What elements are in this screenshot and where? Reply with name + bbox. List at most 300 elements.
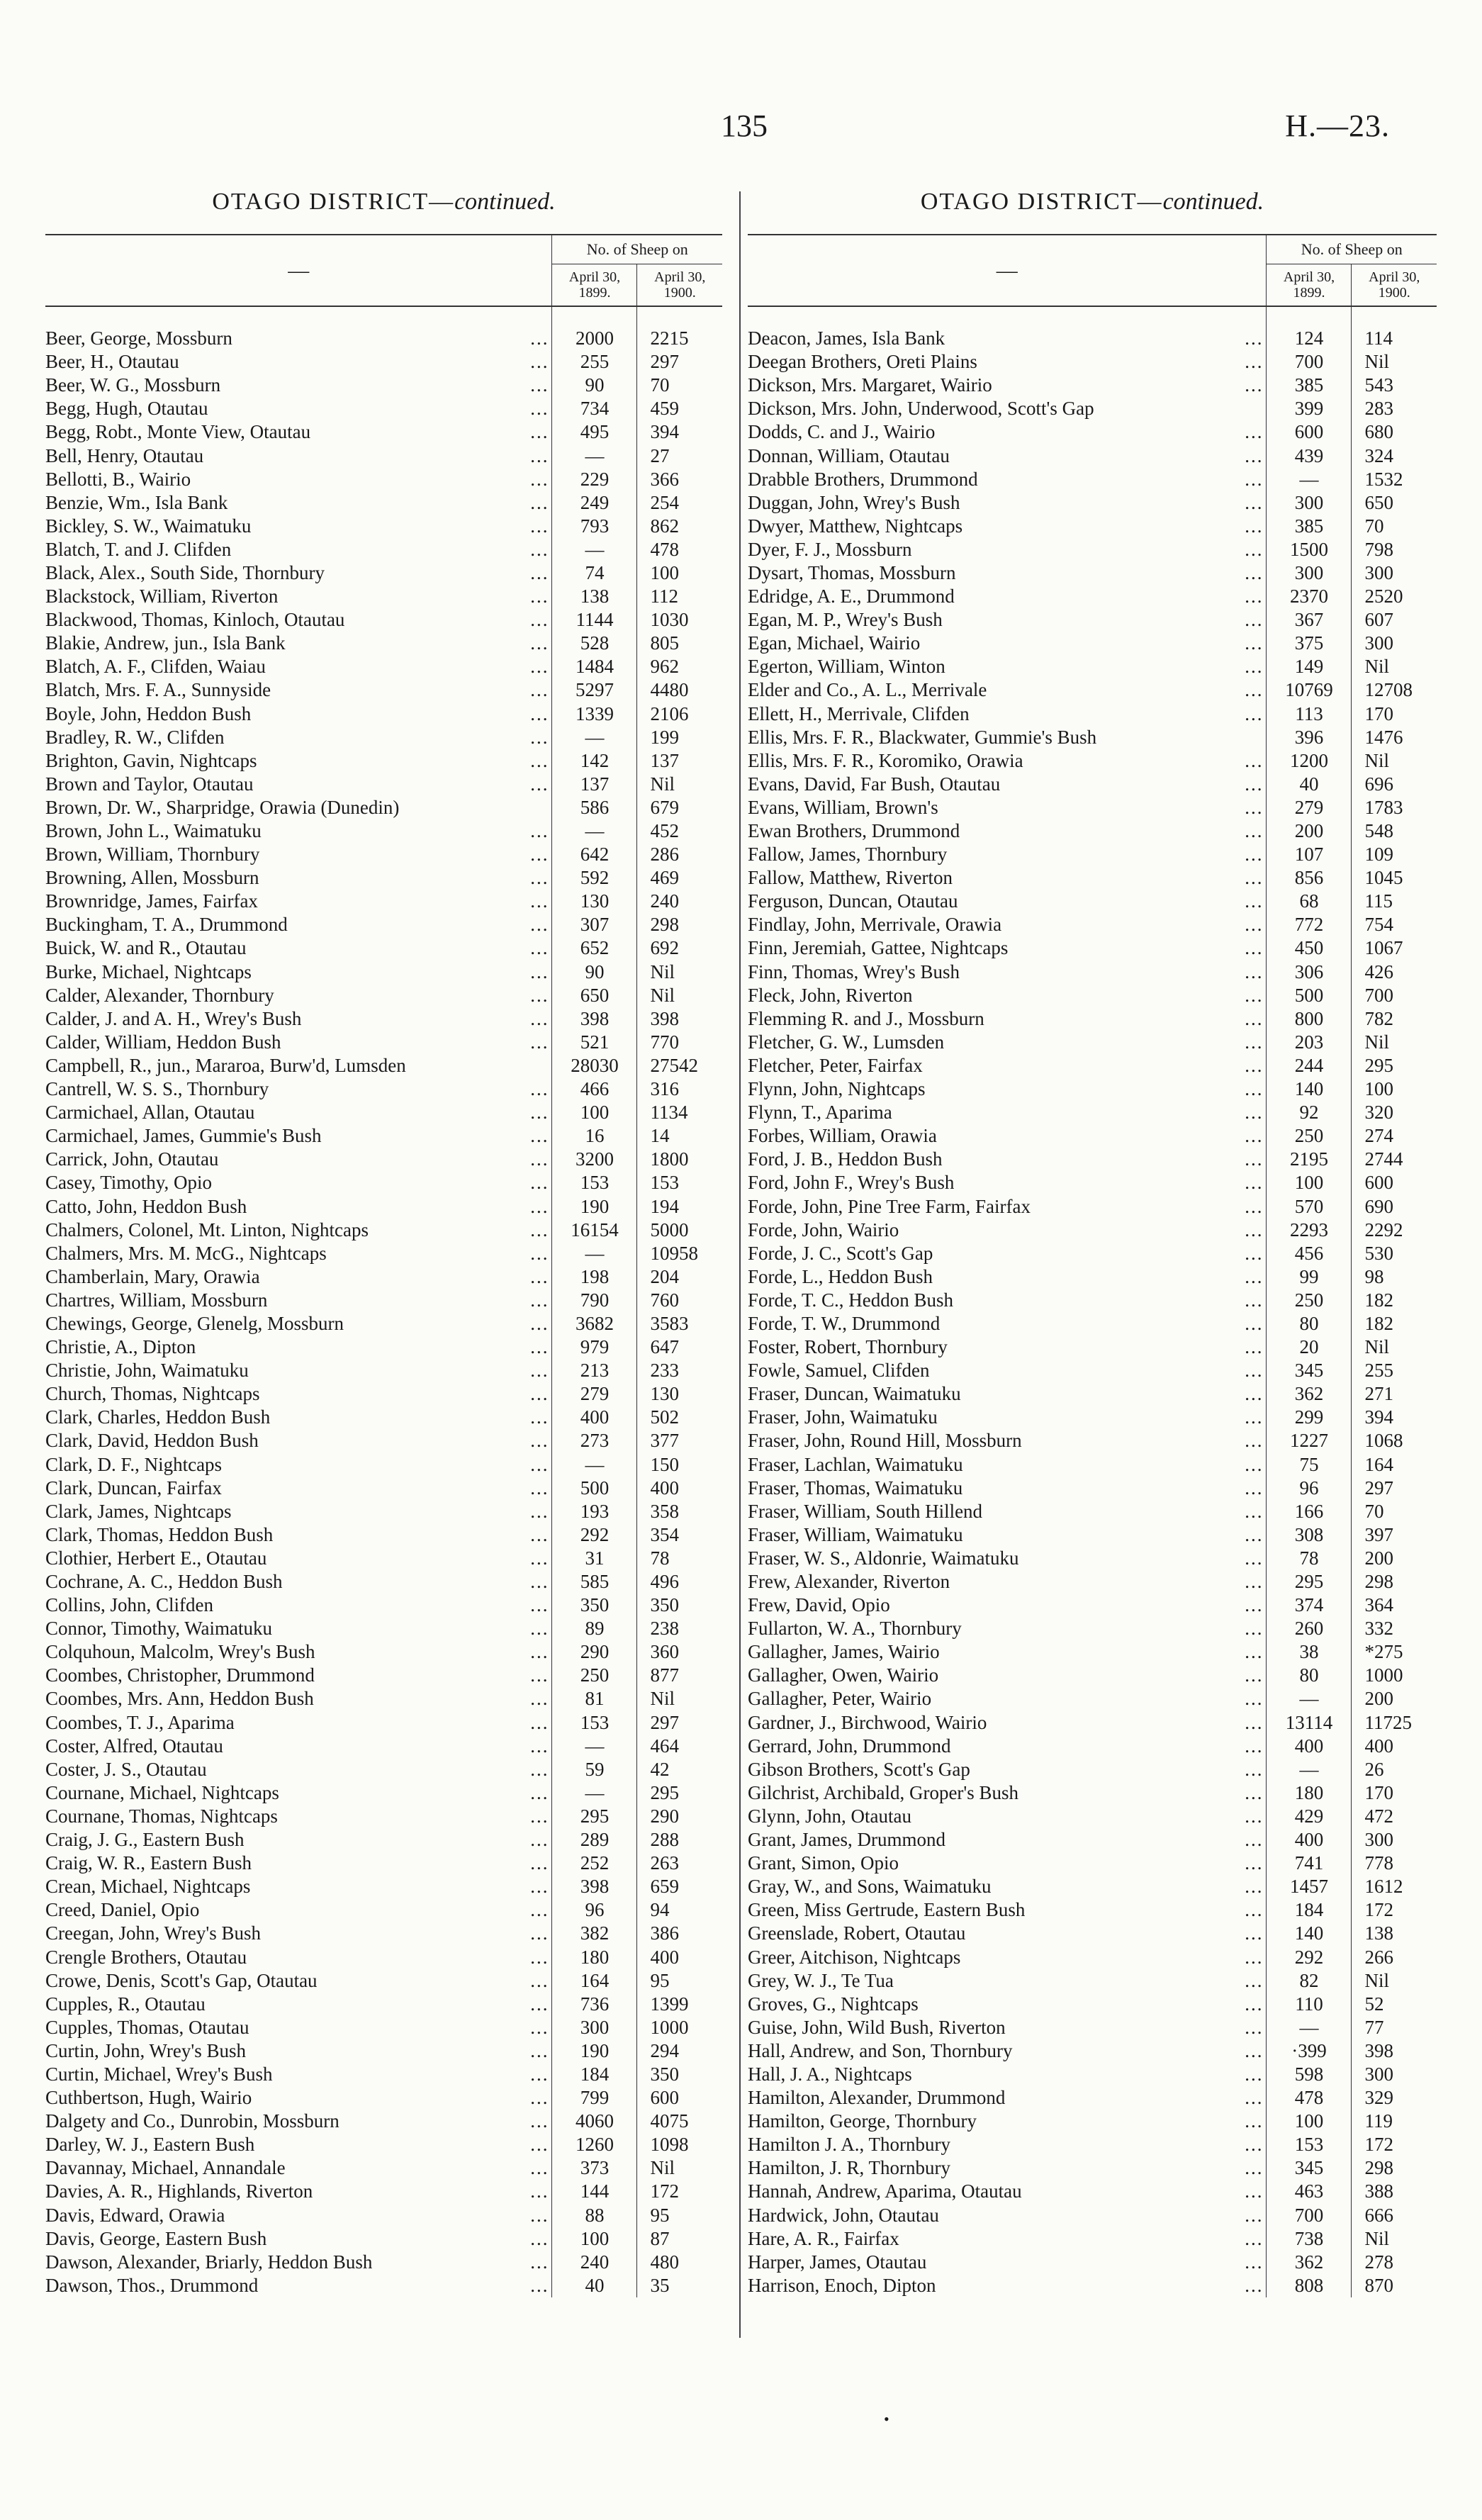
title-text: OTAGO DISTRICT— [920, 189, 1163, 215]
leader-dots: ... [1245, 1829, 1264, 1851]
owner-name-text: Foster, Robert, Thornbury [748, 1336, 948, 1358]
owner-name [45, 1382, 552, 1406]
owner-name [45, 608, 552, 632]
owner-name [748, 1007, 1267, 1031]
owner-name-text: Clark, David, Heddon Bush [45, 1430, 259, 1452]
owner-name-text: Ferguson, Duncan, Otautau [748, 890, 958, 912]
sheep-count-1900: 77 [1352, 2016, 1437, 2039]
leader-dots: ... [1245, 1969, 1264, 1991]
table-row [748, 632, 1437, 655]
owner-name [748, 1875, 1267, 1898]
table-row [45, 1054, 722, 1077]
sheep-count-1900: 153 [637, 1171, 722, 1194]
sheep-count-1899: 184 [552, 2063, 637, 2086]
sheep-count-1900: 1098 [637, 2133, 722, 2156]
owner-name [45, 1805, 552, 1828]
owner-name [45, 1148, 552, 1171]
table-row [748, 1031, 1437, 1054]
owner-name-text: Gallagher, Owen, Wairio [748, 1664, 939, 1686]
owner-name [45, 1640, 552, 1664]
leader-dots: ... [1245, 1876, 1264, 1898]
table-row [45, 1382, 722, 1406]
sheep-count-1899: 153 [1267, 2133, 1352, 2156]
sheep-count-1900: 295 [1352, 1054, 1437, 1077]
sheep-count-1900: 274 [1352, 1124, 1437, 1148]
sheep-count-1900: Nil [637, 2156, 722, 2180]
leader-dots: ... [530, 1852, 549, 1874]
owner-name [45, 1594, 552, 1617]
leader-dots: ... [530, 1336, 549, 1358]
leader-dots: ... [1245, 1805, 1264, 1827]
sheep-count-1899: 500 [1267, 984, 1352, 1007]
sheep-count-1900: 70 [1352, 515, 1437, 538]
sheep-count-1900: 172 [637, 2180, 722, 2203]
sheep-count-1900: 52 [1352, 1993, 1437, 2016]
sheep-count-1899: 203 [1267, 1031, 1352, 1054]
table-row [45, 1335, 722, 1359]
sheep-count-1899: 1144 [552, 608, 637, 632]
table-row [45, 608, 722, 632]
table-row [45, 468, 722, 491]
table-row [45, 984, 722, 1007]
sheep-count-1900: 1134 [637, 1101, 722, 1124]
owner-name-text: Fraser, W. S., Aldonrie, Waimatuku [748, 1547, 1019, 1569]
table-row [748, 1735, 1437, 1758]
sheep-count-1899: 741 [1267, 1852, 1352, 1875]
owner-name [45, 1265, 552, 1289]
leader-dots: ... [530, 1500, 549, 1522]
owner-name [45, 726, 552, 749]
leader-dots: ... [1245, 1054, 1264, 1076]
sheep-count-1899: 110 [1267, 1993, 1352, 2016]
owner-name [45, 1477, 552, 1500]
sheep-count-1900: 2292 [1352, 1219, 1437, 1242]
leader-dots: ... [1245, 1547, 1264, 1569]
leader-dots: ... [1245, 2251, 1264, 2273]
owner-name-text: Benzie, Wm., Isla Bank [45, 491, 228, 513]
owner-name-text: Dodds, C. and J., Wairio [748, 421, 936, 443]
leader-dots: ... [530, 1406, 549, 1428]
sheep-count-1899: 289 [552, 1828, 637, 1852]
sheep-count-1900: 137 [637, 749, 722, 773]
sheep-count-1900: 290 [637, 1805, 722, 1828]
leader-dots: ... [1245, 984, 1264, 1006]
leader-dots: ... [530, 1781, 549, 1803]
sheep-count-1899: 68 [1267, 890, 1352, 913]
owner-name-text: Gallagher, James, Wairio [748, 1641, 940, 1663]
sheep-count-1899: 100 [552, 2227, 637, 2251]
sheep-count-1899: 149 [1267, 655, 1352, 678]
table-row [748, 1781, 1437, 1805]
leader-dots: ... [530, 1876, 549, 1898]
owner-name-text: Coster, J. S., Otautau [45, 1758, 207, 1780]
sheep-count-1900: Nil [637, 773, 722, 796]
title-italic: continued. [1162, 189, 1264, 215]
sheep-count-1900: 78 [637, 1547, 722, 1570]
owner-name-text: Brownridge, James, Fairfax [45, 890, 258, 912]
sheep-count-1900: 5000 [637, 1219, 722, 1242]
table-row [45, 726, 722, 749]
sheep-count-1899: 350 [552, 1594, 637, 1617]
table-row [748, 1617, 1437, 1640]
owner-name-text: Chartres, William, Mossburn [45, 1289, 268, 1311]
owner-name [45, 1453, 552, 1477]
leader-dots: ... [1245, 632, 1264, 654]
leader-dots: ... [530, 1265, 549, 1287]
sheep-count-1900: 607 [1352, 608, 1437, 632]
owner-name [45, 1335, 552, 1359]
owner-name-text: Blakie, Andrew, jun., Isla Bank [45, 632, 286, 654]
table-row [748, 1007, 1437, 1031]
owner-name-text: Chamberlain, Mary, Orawia [45, 1265, 260, 1287]
owner-name [748, 1148, 1267, 1171]
leader-dots: ... [530, 374, 549, 396]
table-row [45, 1124, 722, 1148]
sheep-count-1899: 439 [1267, 444, 1352, 467]
sheep-count-1900: 600 [637, 2086, 722, 2110]
owner-name [45, 420, 552, 444]
owner-name-text: Cournane, Michael, Nightcaps [45, 1781, 279, 1803]
owner-name-text: Bell, Henry, Otautau [45, 444, 204, 466]
leader-dots: ... [530, 327, 549, 349]
leader-dots: ... [530, 914, 549, 936]
owner-name [45, 890, 552, 913]
sheep-count-1900: 464 [637, 1735, 722, 1758]
leader-dots: ... [530, 2157, 549, 2179]
owner-name-text: Egan, M. P., Wrey's Bush [748, 609, 943, 631]
leader-dots: ... [530, 2227, 549, 2249]
table-row [45, 2016, 722, 2039]
owner-name-text: Brown, William, Thornbury [45, 844, 260, 866]
owner-name [748, 444, 1267, 467]
table-row [748, 1148, 1437, 1171]
leader-dots: ... [1245, 1735, 1264, 1757]
sheep-count-1899: 1227 [1267, 1429, 1352, 1452]
table-row [45, 819, 722, 843]
sheep-count-1900: 3583 [637, 1312, 722, 1335]
owner-name [45, 2133, 552, 2156]
owner-name-text: Ellis, Mrs. F. R., Blackwater, Gummie's Bush [748, 726, 1097, 748]
owner-name [748, 1711, 1267, 1735]
leader-dots: ... [1245, 1664, 1264, 1686]
leader-dots: ... [530, 1993, 549, 2015]
leader-dots: ... [530, 1078, 549, 1100]
owner-name-text: Forbes, William, Orawia [748, 1125, 937, 1147]
table-row [45, 1031, 722, 1054]
sheep-count-1899: 28030 [552, 1054, 637, 1077]
owner-name-text: Fraser, William, South Hillend [748, 1500, 983, 1522]
owner-name-text: Hannah, Andrew, Aparima, Otautau [748, 2180, 1022, 2202]
owner-name-text: Dyer, F. J., Mossburn [748, 538, 912, 560]
owner-name-text: Evans, William, Brown's [748, 796, 938, 818]
sheep-count-1900: 754 [1352, 913, 1437, 936]
owner-name [45, 1711, 552, 1735]
sheep-count-1900: Nil [637, 984, 722, 1007]
owner-name [45, 913, 552, 936]
sheep-count-1900: 95 [637, 2204, 722, 2227]
leader-dots: ... [1245, 1265, 1264, 1287]
table-row [45, 890, 722, 913]
title-text: OTAGO DISTRICT— [212, 189, 455, 215]
sheep-count-1900: 114 [1352, 306, 1437, 350]
owner-name [45, 1945, 552, 1969]
leader-dots: ... [530, 2180, 549, 2202]
leader-dots: ... [1245, 702, 1264, 724]
table-row [45, 1570, 722, 1594]
owner-name-text: Gibson Brothers, Scott's Gap [748, 1758, 970, 1780]
sheep-count-1899: 273 [552, 1429, 637, 1452]
owner-name-text: Gallagher, Peter, Wairio [748, 1688, 932, 1710]
table-row [45, 1828, 722, 1852]
sheep-count-1899: 260 [1267, 1617, 1352, 1640]
owner-name [748, 468, 1267, 491]
sheep-count-1899: 180 [552, 1945, 637, 1969]
leader-dots: ... [530, 1618, 549, 1640]
sheep-count-1900: 332 [1352, 1617, 1437, 1640]
sheep-count-1900: 12708 [1352, 678, 1437, 702]
sheep-count-1899: 90 [552, 374, 637, 397]
sheep-count-1899: 2293 [1267, 1219, 1352, 1242]
table-row [45, 1617, 722, 1640]
sheep-count-1900: 10958 [637, 1242, 722, 1265]
sheep-count-1899: 38 [1267, 1640, 1352, 1664]
owner-name-text: Beer, H., Otautau [45, 351, 179, 373]
sheep-count-1900: 95 [637, 1969, 722, 1993]
leader-dots: ... [530, 867, 549, 889]
sheep-count-1899: 40 [1267, 773, 1352, 796]
leader-dots: ... [530, 890, 549, 912]
sheep-count-1900: 100 [1352, 1077, 1437, 1101]
sheep-count-1899: 1500 [1267, 538, 1352, 561]
sheep-count-1900: 659 [637, 1875, 722, 1898]
table-row [748, 796, 1437, 819]
table-row [748, 561, 1437, 585]
sheep-count-1900: 350 [637, 2063, 722, 2086]
owner-name [748, 1828, 1267, 1852]
owner-name-text: Christie, A., Dipton [45, 1336, 196, 1358]
leader-dots: ... [1245, 1711, 1264, 1733]
sheep-count-1899: 456 [1267, 1242, 1352, 1265]
owner-name [748, 1289, 1267, 1312]
owner-name [748, 1852, 1267, 1875]
owner-name [45, 1219, 552, 1242]
sheep-count-1899: 140 [1267, 1077, 1352, 1101]
sheep-count-1899: — [552, 726, 637, 749]
sheep-count-1900: 298 [637, 913, 722, 936]
sheep-count-1899: 100 [552, 1101, 637, 1124]
sheep-count-1899: 200 [1267, 819, 1352, 843]
leader-dots: ... [530, 1430, 549, 1452]
owner-name [45, 1359, 552, 1382]
sheep-count-1900: 87 [637, 2227, 722, 2251]
sheep-count-1900: 138 [1352, 1922, 1437, 1945]
owner-name [45, 1312, 552, 1335]
owner-name-text: Donnan, William, Otautau [748, 444, 950, 466]
owner-name [748, 1758, 1267, 1781]
sheep-count-1899: 1200 [1267, 749, 1352, 773]
leader-dots: ... [530, 1758, 549, 1780]
sheep-count-1899: 130 [552, 890, 637, 913]
leader-dots: ... [530, 1641, 549, 1663]
table-row [45, 2274, 722, 2297]
table-row [748, 1664, 1437, 1687]
leader-dots: ... [530, 1523, 549, 1545]
owner-name-text: Craig, J. G., Eastern Bush [45, 1829, 245, 1851]
table-row [45, 1993, 722, 2016]
owner-name-text: Frew, Alexander, Riverton [748, 1571, 950, 1593]
leader-dots: ... [1245, 1148, 1264, 1170]
leader-dots: ... [530, 1829, 549, 1851]
leader-dots: ... [530, 2204, 549, 2226]
page-reference: H.—23. [1285, 108, 1390, 143]
leader-dots: ... [530, 2251, 549, 2273]
sheep-count-1899: 96 [1267, 1477, 1352, 1500]
sheep-count-1900: 70 [637, 374, 722, 397]
table-row [45, 2251, 722, 2274]
leader-dots: ... [1245, 351, 1264, 373]
sheep-count-1900: 543 [1352, 374, 1437, 397]
owner-name [748, 538, 1267, 561]
owner-name-text: Grant, Simon, Opio [748, 1852, 899, 1874]
table-row [45, 796, 722, 819]
table-row [45, 444, 722, 467]
owner-name-text: Forde, T. W., Drummond [748, 1312, 941, 1334]
sheep-count-1900: 360 [637, 1640, 722, 1664]
owner-name [748, 796, 1267, 819]
owner-name-text: Calder, William, Heddon Bush [45, 1031, 281, 1053]
sheep-count-1899: 466 [552, 1077, 637, 1101]
sheep-count-1899: 240 [552, 2251, 637, 2274]
leader-dots: ... [1245, 1242, 1264, 1264]
owner-name [45, 1523, 552, 1547]
sheep-count-1900: 200 [1352, 1547, 1437, 1570]
owner-name [748, 1359, 1267, 1382]
sheep-count-1899: 375 [1267, 632, 1352, 655]
leader-dots: ... [1245, 374, 1264, 396]
owner-name [748, 702, 1267, 726]
table-row [748, 2274, 1437, 2297]
owner-name-text: Finn, Thomas, Wrey's Bush [748, 961, 960, 982]
sheep-count-1900: 170 [1352, 702, 1437, 726]
owner-name [748, 961, 1267, 984]
leader-dots: ... [530, 679, 549, 701]
sheep-count-1900: Nil [1352, 1969, 1437, 1993]
sheep-count-1900: 426 [1352, 961, 1437, 984]
sheep-count-1899: 385 [1267, 515, 1352, 538]
owner-name [748, 1031, 1267, 1054]
owner-name [45, 350, 552, 374]
table-row [45, 585, 722, 608]
leader-dots: ... [1245, 2016, 1264, 2038]
owner-name [45, 1077, 552, 1101]
owner-name-text: Fraser, William, Waimatuku [748, 1523, 963, 1545]
sheep-count-1899: 92 [1267, 1101, 1352, 1124]
sheep-count-1899: 190 [552, 1194, 637, 1218]
leader-dots: ... [530, 1571, 549, 1593]
owner-name [45, 1664, 552, 1687]
table-row [45, 913, 722, 936]
leader-dots: ... [1245, 1852, 1264, 1874]
sheep-count-1899: 153 [552, 1171, 637, 1194]
owner-name [748, 1640, 1267, 1664]
sheep-count-1899: 4060 [552, 2110, 637, 2133]
leader-dots: ... [1245, 796, 1264, 818]
table-row [748, 913, 1437, 936]
leader-dots: ... [530, 491, 549, 513]
owner-name-text: Fraser, Thomas, Waimatuku [748, 1477, 963, 1499]
sheep-count-1900: 27542 [637, 1054, 722, 1077]
owner-name-text: Fraser, John, Waimatuku [748, 1406, 938, 1428]
table-row [748, 538, 1437, 561]
sheep-count-1900: 150 [637, 1453, 722, 1477]
leader-dots: ... [1245, 468, 1264, 490]
owner-name-text: Deacon, James, Isla Bank [748, 327, 945, 349]
leader-dots: ... [1245, 1922, 1264, 1944]
sheep-count-1899: 300 [552, 2016, 637, 2039]
right-column [748, 186, 1437, 2297]
owner-name-text: Forde, L., Heddon Bush [748, 1265, 933, 1287]
table-row [45, 1805, 722, 1828]
leader-dots: ... [1245, 890, 1264, 912]
table-row [45, 866, 722, 890]
leader-dots: ... [530, 1664, 549, 1686]
sheep-count-1900: 320 [1352, 1101, 1437, 1124]
sheep-count-1900: 666 [1352, 2204, 1437, 2227]
leader-dots: ... [530, 1007, 549, 1029]
leader-dots: ... [1245, 1007, 1264, 1029]
owner-name-text: Davies, A. R., Highlands, Riverton [45, 2180, 313, 2202]
sheep-count-1900: 647 [637, 1335, 722, 1359]
table-row [45, 1711, 722, 1735]
owner-name-text: Glynn, John, Otautau [748, 1805, 911, 1827]
owner-name [748, 1781, 1267, 1805]
owner-name-text: Crengle Brothers, Otautau [45, 1946, 247, 1968]
owner-name-text: Fallow, James, Thornbury [748, 844, 948, 866]
owner-name [748, 2251, 1267, 2274]
owner-name-text: Carmichael, Allan, Otautau [45, 1102, 255, 1124]
table-row [748, 2110, 1437, 2133]
table-row [748, 2039, 1437, 2063]
owner-name [748, 1617, 1267, 1640]
table-row [45, 515, 722, 538]
owner-name [748, 2110, 1267, 2133]
owner-name [45, 984, 552, 1007]
sheep-count-1900: 400 [1352, 1735, 1437, 1758]
table-row [748, 1687, 1437, 1710]
sheep-count-1900: 288 [637, 1828, 722, 1852]
table-row [45, 843, 722, 866]
owner-name-text: Darley, W. J., Eastern Bush [45, 2134, 255, 2156]
table-row [45, 1640, 722, 1664]
sheep-count-1899: 80 [1267, 1664, 1352, 1687]
table-row [45, 773, 722, 796]
sheep-count-1899: 300 [1267, 561, 1352, 585]
table-row [45, 561, 722, 585]
leader-dots: ... [1245, 491, 1264, 513]
sheep-count-1899: 10769 [1267, 678, 1352, 702]
owner-name-text: Buckingham, T. A., Drummond [45, 914, 288, 936]
owner-name-text: Creegan, John, Wrey's Bush [45, 1922, 261, 1944]
sheep-count-1900: 496 [637, 1570, 722, 1594]
sheep-count-1900: 254 [637, 491, 722, 515]
leader-dots: ... [1245, 421, 1264, 443]
table-row [748, 1124, 1437, 1148]
table-row [45, 1242, 722, 1265]
sheep-count-1899: 500 [552, 1477, 637, 1500]
owner-name [748, 749, 1267, 773]
owner-name-text: Dickson, Mrs. John, Underwood, Scott's Gap [748, 398, 1094, 420]
sheep-count-1899: 138 [552, 585, 637, 608]
